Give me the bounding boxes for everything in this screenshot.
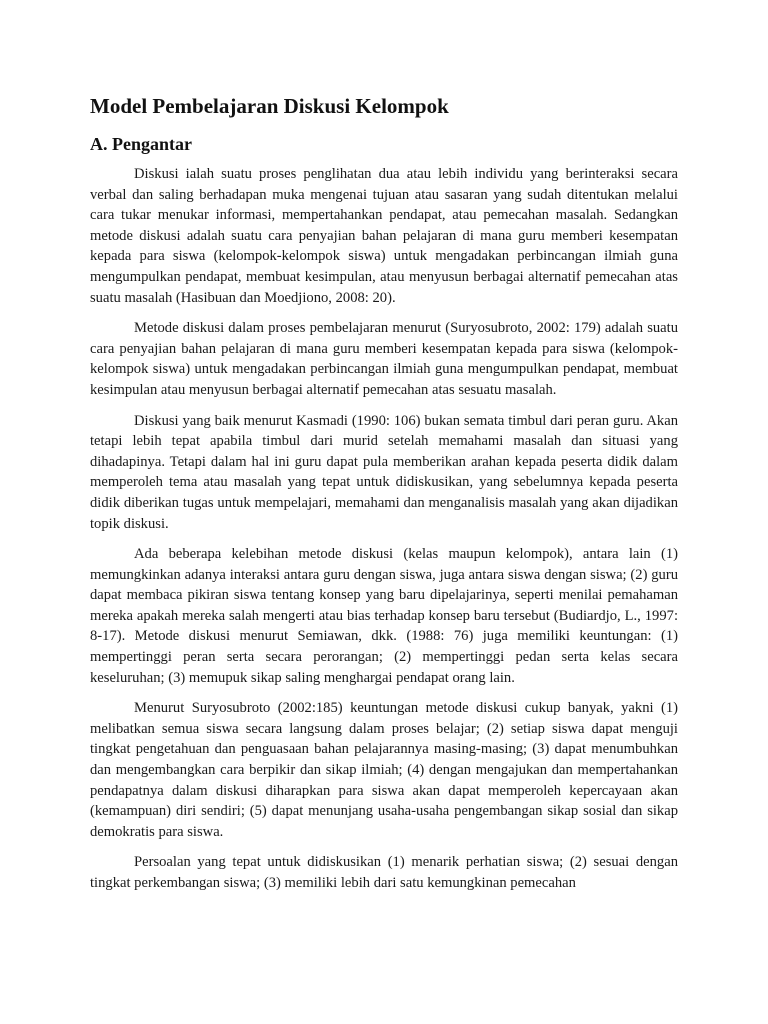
paragraph-6: Persoalan yang tepat untuk didiskusikan (1) menarik perhatian siswa; (2) sesuai dengan tingkat perkembangan siswa; (3) memiliki lebih dari satu kemungkinan pemecahan [90, 854, 678, 891]
document-page [90, 92, 678, 904]
document-title: Model Pembelajaran Diskusi Kelompok [90, 94, 449, 118]
paragraph-3: Diskusi yang baik menurut Kasmadi (1990: 106) bukan semata timbul dari peran guru. Akan tetapi lebih tepat apabila timbul dari murid setelah memahami masalah dan situasi yang dihadapinya. Tetapi dalam hal ini guru dapat pula memberikan arahan kepada peserta didik dalam memperoleh tema atau masalah yang tepat untuk didiskusikan, yang sebelumnya kepada peserta didik diberikan tugas untuk mempelajari, memahami dan menganalisis masalah yang akan dijadikan topik diskusi. [90, 412, 678, 532]
paragraph-2: Metode diskusi dalam proses pembelajaran menurut (Suryosubroto, 2002: 179) adalah suatu cara penyajian bahan pelajaran di mana guru memberi kesempatan kepada para siswa (kelompok-kelompok siswa) untuk mengadakan perbincangan ilmiah guna mengumpulkan pendapat, membuat kesimpulan atau menyusun berbagai alternatif pemecahan atas sesuatu masalah. [90, 320, 678, 398]
paragraph-1: Diskusi ialah suatu proses penglihatan dua atau lebih individu yang berinteraksi secara verbal dan saling berhadapan muka mengenai tujuan atau sasaran yang sudah ditentukan melalui cara tukar menukar informasi, mempertahankan pendapat, atau pemecahan masalah. Sedangkan metode diskusi adalah suatu cara penyajian bahan pelajaran di mana guru memberi kesempatan kepada para siswa (kelompok-kelompok siswa) untuk mengadakan perbincangan ilmiah guna mengumpulkan pendapat, membuat kesimpulan, atau menyusun berbagai alternatif pemecahan atas suatu masalah (Hasibuan dan Moedjiono, 2008: 20). [90, 166, 678, 306]
section-heading: A. Pengantar [90, 134, 192, 154]
paragraph-5: Menurut Suryosubroto (2002:185) keuntungan metode diskusi cukup banyak, yakni (1) melibatkan semua siswa secara langsung dalam proses belajar; (2) setiap siswa dapat menguji tingkat pengetahuan dan penguasaan bahan pelajarannya masing-masing; (3) dapat menumbuhkan dan mengembangkan cara berpikir dan sikap ilmiah; (4) dengan mengajukan dan mempertahankan pendapatnya dalam diskusi diharapkan para siswa akan dapat memperoleh kepercayaan akan (kemampuan) diri sendiri; (5) dapat menunjang usaha-usaha pengembangan sikap sosial dan sikap demokratis para siswa. [90, 700, 678, 840]
paragraph-4: Ada beberapa kelebihan metode diskusi (kelas maupun kelompok), antara lain (1) memungkinkan adanya interaksi antara guru dengan siswa, juga antara siswa dengan siswa; (2) guru dapat membaca pikiran siswa tentang konsep yang baru dipelajarinya, seperti menilai pemahaman mereka apakah mereka salah mengerti atau bias terhadap konsep baru tersebut (Budiardjo, L., 1997: 8-17). Metode diskusi menurut Semiawan, dkk. (1988: 76) juga memiliki keuntungan: (1) mempertinggi peran serta secara perorangan; (2) mempertinggi pedan serta kelas secara keseluruhan; (3) memupuk sikap saling menghargai pendapat orang lain. [90, 546, 678, 686]
